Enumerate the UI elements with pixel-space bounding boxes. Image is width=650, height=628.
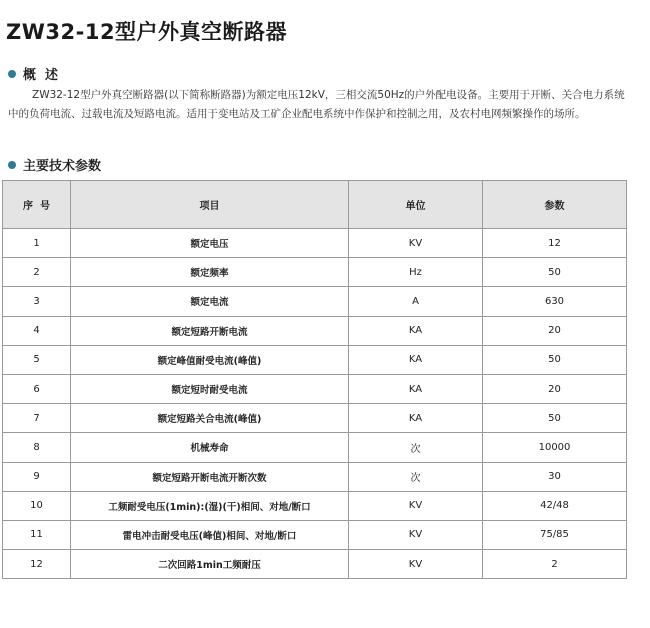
overview-text: ZW32-12型户外真空断路器(以下简称断路器)为额定电压12kV，三相交流50Hz的户外配电设备。主要用于开断、关合电力系统中的负荷电流、过载电流及短路电流。适用于变电站及工矿企业配电系统中作保护和控制之用，及农村电网频繁操作的场所。 [8,89,625,120]
row-unit: KV [349,550,483,579]
row-item: 额定短路开断电流 [71,316,349,345]
page-title: ZW32-12型户外真空断路器 [6,20,288,44]
row-no: 2 [3,258,71,287]
column-header-value: 参数 [483,181,627,229]
row-unit: KV [349,229,483,258]
row-item: 工频耐受电压(1min):(湿)(干)相间、对地/断口 [71,491,349,520]
row-unit: KA [349,374,483,403]
row-no: 4 [3,316,71,345]
row-no: 12 [3,550,71,579]
table-row [3,229,627,258]
row-unit: KA [349,404,483,433]
row-unit: Hz [349,258,483,287]
specs-table [2,180,627,579]
row-item: 二次回路1min工频耐压 [71,550,349,579]
bullet-icon [8,70,16,78]
row-no: 8 [3,433,71,462]
row-item: 额定短路开断电流开断次数 [71,462,349,491]
row-unit: 次 [349,462,483,491]
overview-heading-label: 概 述 [23,68,59,83]
table-row [3,345,627,374]
row-value: 42/48 [483,491,627,520]
table-row [3,258,627,287]
row-value: 2 [483,550,627,579]
row-value: 50 [483,345,627,374]
table-row [3,404,627,433]
row-item: 雷电冲击耐受电压(峰值)相间、对地/断口 [71,520,349,549]
row-item: 额定短路关合电流(峰值) [71,404,349,433]
table-row [3,433,627,462]
table-row [3,374,627,403]
row-item: 额定电压 [71,229,349,258]
specs-heading [8,155,101,174]
row-no: 1 [3,229,71,258]
row-value: 50 [483,404,627,433]
row-no: 9 [3,462,71,491]
specs-heading-label: 主要技术参数 [23,159,102,174]
table-row [3,491,627,520]
row-unit: KV [349,520,483,549]
row-no: 5 [3,345,71,374]
column-header-no: 序 号 [3,181,71,229]
row-no: 7 [3,404,71,433]
row-value: 30 [483,462,627,491]
row-no: 6 [3,374,71,403]
row-unit: 次 [349,433,483,462]
row-value: 10000 [483,433,627,462]
column-header-unit: 单位 [349,181,483,229]
row-unit: KA [349,316,483,345]
row-value: 50 [483,258,627,287]
row-no: 10 [3,491,71,520]
table-row [3,287,627,316]
row-no: 3 [3,287,71,316]
row-value: 630 [483,287,627,316]
row-value: 75/85 [483,520,627,549]
row-item: 机械寿命 [71,433,349,462]
row-no: 11 [3,520,71,549]
table-header-row [3,181,627,229]
row-value: 20 [483,316,627,345]
column-header-item: 项目 [71,181,349,229]
bullet-icon [8,161,16,169]
row-unit: A [349,287,483,316]
table-row [3,550,627,579]
table-row [3,462,627,491]
table-row [3,316,627,345]
row-item: 额定电流 [71,287,349,316]
row-unit: KA [349,345,483,374]
row-item: 额定峰值耐受电流(峰值) [71,345,349,374]
row-item: 额定短时耐受电流 [71,374,349,403]
row-item: 额定频率 [71,258,349,287]
table-row [3,520,627,549]
row-value: 12 [483,229,627,258]
row-value: 20 [483,374,627,403]
row-unit: KV [349,491,483,520]
overview-heading [8,64,58,83]
